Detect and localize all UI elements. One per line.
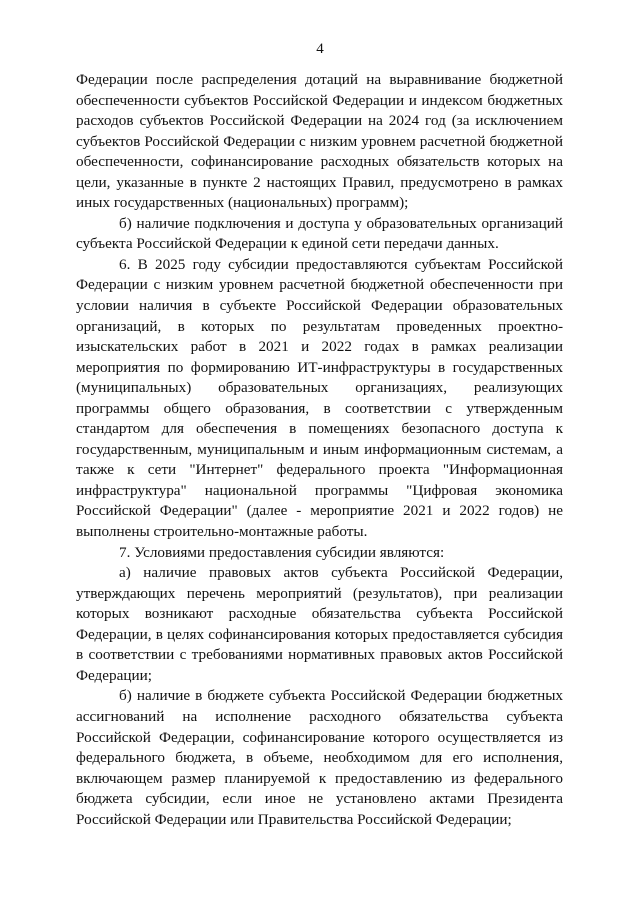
paragraph-section-6: 6. В 2025 году субсидии предоставляются субъектам Российской Федерации с низким уровнем расчетной бюджетной обеспеченности при условии наличия в субъекте Российской Федерации образовательных организаций, в которых по результатам проведенных проектно-изыскательских работ в 2021 и 2022 годах в рамках реализации мероприятия по формированию ИТ-инфраструктуры в государственных (муниципальных) образовательных организациях, реализующих программы общего образования, в соответствии с утвержденным стандартом для обеспечения в помещениях безопасного доступа к государственным, муниципальным и иным информационным системам, а также к сети "Интернет" федерального проекта "Информационная инфраструктура" национальной программы "Цифровая экономика Российской Федерации" (далее - мероприятие 2021 и 2022 годов) не выполнены строительно-монтажные работы. [76,255,563,541]
paragraph-item-b-network: б) наличие подключения и доступа у образовательных организаций субъекта Российской Федерации к единой сети передачи данных. [76,214,563,253]
paragraph-section-7: 7. Условиями предоставления субсидии являются: [119,543,445,561]
paragraph-continuation: Федерации после распределения дотаций на выравнивание бюджетной обеспеченности субъектов Российской Федерации и индексом бюджетных расходов субъектов Российской Федерации на 2024 год (за исключением субъектов Российской Федерации с низким уровнем расчетной бюджетной обеспеченности, софинансирование расходных обязательств которых на цели, указанные в пункте 2 настоящих Правил, предусмотрено в рамках иных государственных (национальных) программ); [76,71,563,212]
page-number: 4 [316,41,324,57]
paragraph-item-b-budget: б) наличие в бюджете субъекта Российской Федерации бюджетных ассигнований на исполнение расходного обязательства субъекта Российской Федерации, софинансирование которого осуществляется из федерального бюджета, в объеме, необходимом для его исполнения, включающем размер планируемой к предоставлению из федерального бюджета субсидии, если иное не установлено актами Президента Российской Федерации или Правительства Российской Федерации; [76,687,563,828]
document-body [76,70,563,830]
paragraph-item-a-legal-acts: а) наличие правовых актов субъекта Российской Федерации, утверждающих перечень мероприятий (результатов), при реализации которых возникают расходные обязательства субъекта Российской Федерации, в целях софинансирования которых предоставляется субсидия в соответствии с требованиями нормативных правовых актов Российской Федерации; [76,564,563,684]
